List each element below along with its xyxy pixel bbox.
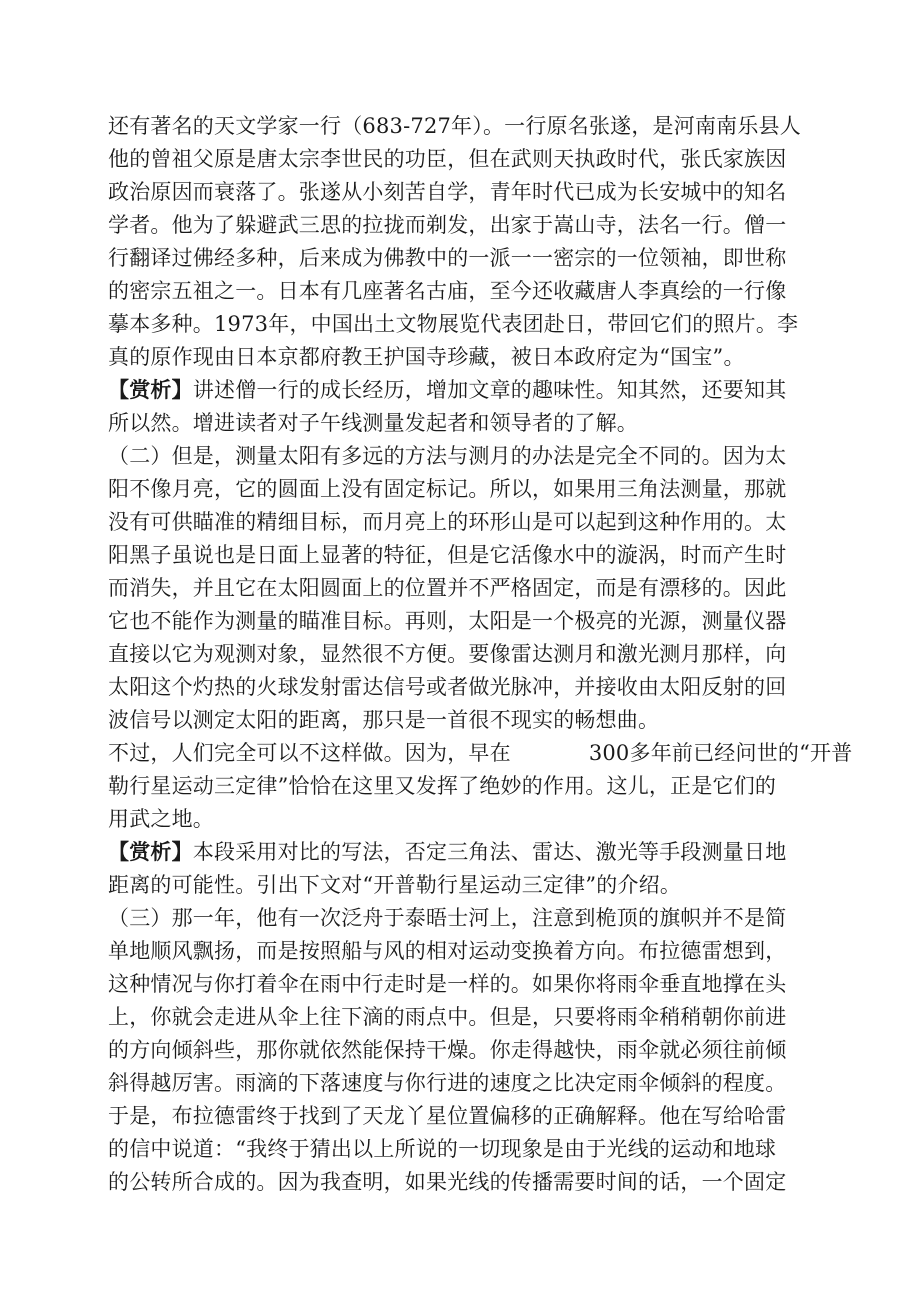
- text-line: [108, 210, 786, 240]
- text-line: [108, 870, 681, 900]
- line-text: 阳黑子虽说也是日面上显著的特征，但是它活像水中的漩涡，时而产生时: [108, 543, 787, 567]
- text-line: [108, 1167, 786, 1197]
- text-line: [108, 639, 786, 669]
- text-line: [108, 936, 786, 966]
- line-text: 的信中说道：“我终于猜出以上所说的一切现象是由于光线的运动和地球: [108, 1137, 777, 1161]
- text-line: [108, 1002, 786, 1032]
- text-line: [108, 1035, 786, 1065]
- text-line: [108, 342, 745, 372]
- line-text: 学者。他为了躲避武三思的拉拢而剃发，出家于嵩山寺，法名一行。僧一: [108, 213, 787, 237]
- line-text: 所以然。增进读者对子午线测量发起者和领导者的了解。: [108, 411, 638, 435]
- text-line: [108, 837, 786, 867]
- text-line: [108, 276, 786, 306]
- line-text: 政治原因而衰落了。张遂从小刻苦自学，青年时代已成为长安城中的知名: [108, 180, 787, 204]
- text-line: [108, 672, 786, 702]
- line-text: 勒行星运动三定律”恰恰在这里又发挥了绝妙的作用。这儿，正是它们的: [108, 774, 777, 798]
- text-line: [108, 1101, 786, 1131]
- text-line: [108, 573, 786, 603]
- line-text: 而消失，并且它在太阳圆面上的位置并不严格固定，而是有漂移的。因此: [108, 576, 787, 600]
- line-text: 太阳这个灼热的火球发射雷达信号或者做光脉冲，并接收由太阳反射的回: [108, 675, 787, 699]
- text-line: [108, 177, 786, 207]
- appreciation-tag: 【赏析】: [108, 839, 193, 864]
- text-line: [108, 309, 798, 339]
- line-text: 距离的可能性。引出下文对“开普勒行星运动三定律”的介绍。: [108, 873, 682, 897]
- line-text: 波信号以测定太阳的距离，那只是一首很不现实的畅想曲。: [108, 708, 660, 732]
- text-line: [108, 1134, 776, 1164]
- line-text: 上，你就会走进从伞上往下滴的雨点中。但是，只要将雨伞稍稍朝你前进: [108, 1005, 787, 1029]
- line-text: 摹本多种。1973年，中国出土文物展览代表团赴日，带回它们的照片。李: [108, 312, 799, 336]
- line-text: （二）但是，测量太阳有多远的方法与测月的办法是完全不同的。因为太: [108, 444, 787, 468]
- appreciation-tag: 【赏析】: [108, 377, 193, 402]
- text-line: [108, 243, 786, 273]
- line-text: 的方向倾斜些，那你就依然能保持干燥。你走得越快，雨伞就必须往前倾: [108, 1038, 787, 1062]
- line-text: 的密宗五祖之一。日本有几座著名古庙，至今还收藏唐人李真绘的一行像: [108, 279, 787, 303]
- text-line: [108, 375, 786, 405]
- line-text: 他的曾祖父原是唐太宗李世民的功臣，但在武则天执政时代，张氏家族因: [108, 147, 787, 171]
- line-text: 还有著名的天文学家一行（683-727年）。一行原名张遂，是河南南乐县人: [108, 114, 801, 138]
- line-text: 这种情况与你打着伞在雨中行走时是一样的。如果你将雨伞垂直地撑在头: [108, 972, 787, 996]
- text-line: [108, 144, 786, 174]
- line-text: 单地顺风飘扬，而是按照船与风的相对运动变换着方向。布拉德雷想到，: [108, 939, 787, 963]
- line-text: 于是，布拉德雷终于找到了天龙丫星位置偏移的正确解释。他在写给哈雷: [108, 1104, 787, 1128]
- text-line: [108, 408, 638, 438]
- line-text: 直接以它为观测对象，显然很不方便。要像雷达测月和激光测月那样，向: [108, 642, 787, 666]
- text-line: [108, 705, 659, 735]
- text-line: [108, 441, 786, 471]
- line-text: 没有可供瞄准的精细目标，而月亮上的环形山是可以起到这种作用的。太: [108, 510, 787, 534]
- text-line: [108, 474, 786, 504]
- text-line: [108, 507, 786, 537]
- text-line: [108, 1068, 786, 1098]
- line-text: （三）那一年，他有一次泛舟于泰晤士河上，注意到桅顶的旗帜并不是简: [108, 906, 787, 930]
- text-line: [108, 969, 786, 999]
- text-line: [108, 111, 801, 141]
- line-text: 本段采用对比的写法，否定三角法、雷达、激光等手段测量日地: [192, 840, 787, 864]
- line-text: 它也不能作为测量的瞄准目标。再则，太阳是一个极亮的光源，测量仪器: [108, 609, 787, 633]
- text-line: [108, 606, 786, 636]
- line-text: 行翻译过佛经多种，后来成为佛教中的一派一一密宗的一位领袖，即世称: [108, 246, 787, 270]
- text-line: [108, 903, 786, 933]
- line-text: 不过，人们完全可以不这样做。因为，早在: [108, 741, 511, 765]
- line-text: 的公转所合成的。因为我查明，如果光线的传播需要时间的话，一个固定: [108, 1170, 787, 1194]
- line-text: 真的原作现由日本京都府教王护国寺珍藏，被日本政府定为“国宝”。: [108, 345, 745, 369]
- line-text: 讲述僧一行的成长经历，增加文章的趣味性。知其然，还要知其: [192, 378, 787, 402]
- line-text: 阳不像月亮，它的圆面上没有固定标记。所以，如果用三角法测量，那就: [108, 477, 787, 501]
- text-line: [108, 771, 776, 801]
- text-line: [108, 738, 852, 768]
- text-line: [108, 540, 786, 570]
- line-text: 300多年前已经问世的“开普: [588, 741, 853, 765]
- line-text: 斜得越厉害。雨滴的下落速度与你行进的速度之比决定雨伞倾斜的程度。: [108, 1071, 787, 1095]
- line-text: 用武之地。: [108, 807, 214, 831]
- text-line: [108, 804, 214, 834]
